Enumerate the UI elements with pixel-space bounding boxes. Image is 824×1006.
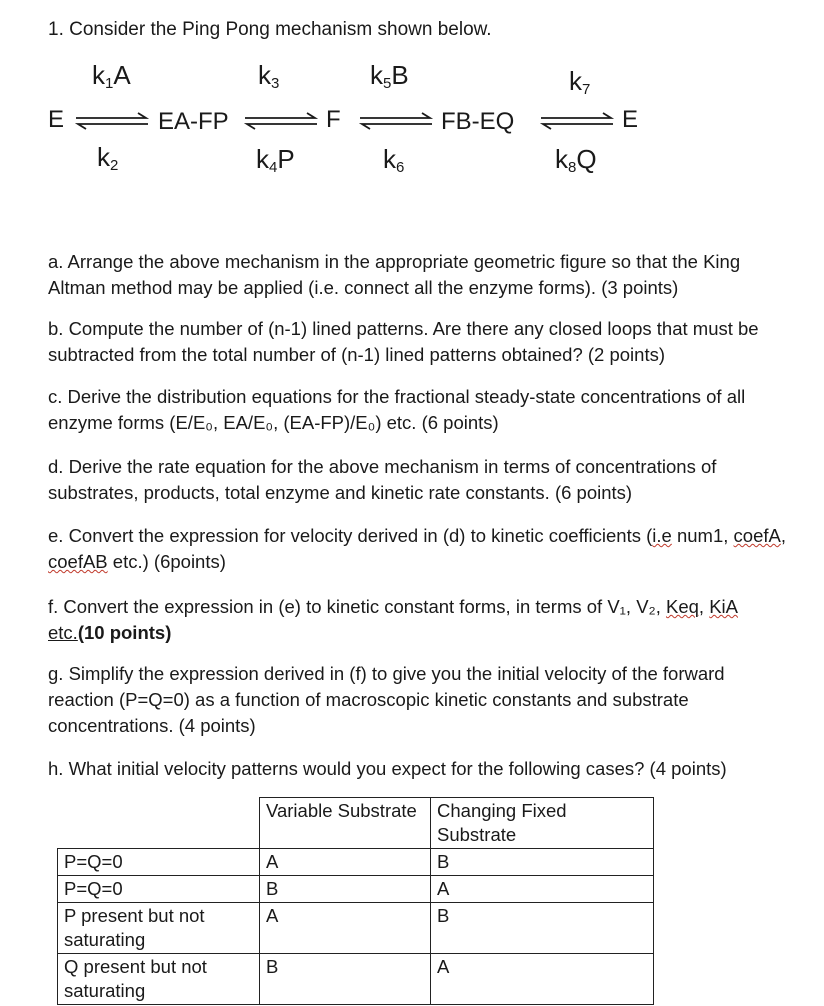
equilibrium-arrow-icon bbox=[243, 112, 319, 130]
species-e-start: E bbox=[48, 106, 65, 133]
species-e-end: E bbox=[622, 106, 639, 133]
part-e: e. Convert the expression for velocity derived in (d) to kinetic coefficients (i.e num1, coefA, coefAB etc.) (6points) bbox=[48, 525, 786, 572]
table-cell: Q present but not saturating bbox=[58, 954, 260, 1005]
question-title: 1. Consider the Ping Pong mechanism shown below. bbox=[48, 19, 492, 40]
table-cell: B bbox=[260, 876, 431, 903]
table-header-cell bbox=[58, 798, 260, 849]
rate-k7: $k_7$ bbox=[569, 66, 591, 98]
rate-k3: $k_3$ bbox=[258, 60, 280, 92]
table-cell: B bbox=[260, 954, 431, 1005]
table-row bbox=[58, 849, 654, 876]
equilibrium-arrow-icon bbox=[358, 112, 434, 130]
table-cell: P=Q=0 bbox=[58, 849, 260, 876]
rate-k1: $k_1A$ bbox=[92, 60, 131, 92]
part-f: f. Convert the expression in (e) to kinetic constant forms, in terms of V₁, V₂, Keq, KiA etc.(10 points) bbox=[48, 596, 738, 643]
part-a: a. Arrange the above mechanism in the appropriate geometric figure so that the King Altman method may be applied (i.e. connect all the enzyme forms). (3 points) bbox=[48, 251, 741, 298]
reaction-mechanism bbox=[0, 60, 824, 190]
rate-k5: $k_5B$ bbox=[370, 60, 409, 92]
table-cell: P present but not saturating bbox=[58, 903, 260, 954]
table-cell: A bbox=[260, 849, 431, 876]
species-ea-fp: EA-FP bbox=[158, 108, 229, 135]
part-b: b. Compute the number of (n-1) lined patterns. Are there any closed loops that must be subtracted from the total number of (n-1) lined patterns obtained? (2 points) bbox=[48, 318, 759, 365]
table-header-cell: Changing Fixed Substrate bbox=[431, 798, 654, 849]
species-fb-eq: FB-EQ bbox=[441, 108, 515, 135]
table-cell: A bbox=[260, 903, 431, 954]
species-f: F bbox=[326, 106, 341, 133]
rate-k8: $k_8Q$ bbox=[555, 144, 597, 176]
table-row bbox=[58, 876, 654, 903]
part-c: c. Derive the distribution equations for the fractional steady-state concentrations of all enzyme forms (E/E₀, EA/E₀, (EA-FP)/E₀) etc. (6 points) bbox=[48, 386, 746, 433]
part-g: g. Simplify the expression derived in (f) to give you the initial velocity of the forward reaction (P=Q=0) as a function of macroscopic kinetic constants and substrate concentrations. (4 points) bbox=[48, 663, 725, 736]
table-cell: P=Q=0 bbox=[58, 876, 260, 903]
table-cell: A bbox=[431, 954, 654, 1005]
table-header-row bbox=[58, 798, 654, 849]
rate-k4: $k_4P$ bbox=[256, 144, 295, 176]
rate-k2: $k_2$ bbox=[97, 142, 119, 174]
part-d: d. Derive the rate equation for the above mechanism in terms of concentrations of substrates, products, total enzyme and kinetic rate constants. (6 points) bbox=[48, 456, 717, 503]
equilibrium-arrow-icon bbox=[74, 112, 150, 130]
equilibrium-arrow-icon bbox=[539, 112, 615, 130]
table-cell: B bbox=[431, 849, 654, 876]
table-row bbox=[58, 954, 654, 1005]
table-cell: B bbox=[431, 903, 654, 954]
table-header-cell: Variable Substrate bbox=[260, 798, 431, 849]
rate-k6: $k_6$ bbox=[383, 144, 405, 176]
part-h: h. What initial velocity patterns would you expect for the following cases? (4 points) bbox=[48, 758, 727, 779]
velocity-pattern-table bbox=[57, 797, 654, 1005]
table-cell: A bbox=[431, 876, 654, 903]
table-row bbox=[58, 903, 654, 954]
